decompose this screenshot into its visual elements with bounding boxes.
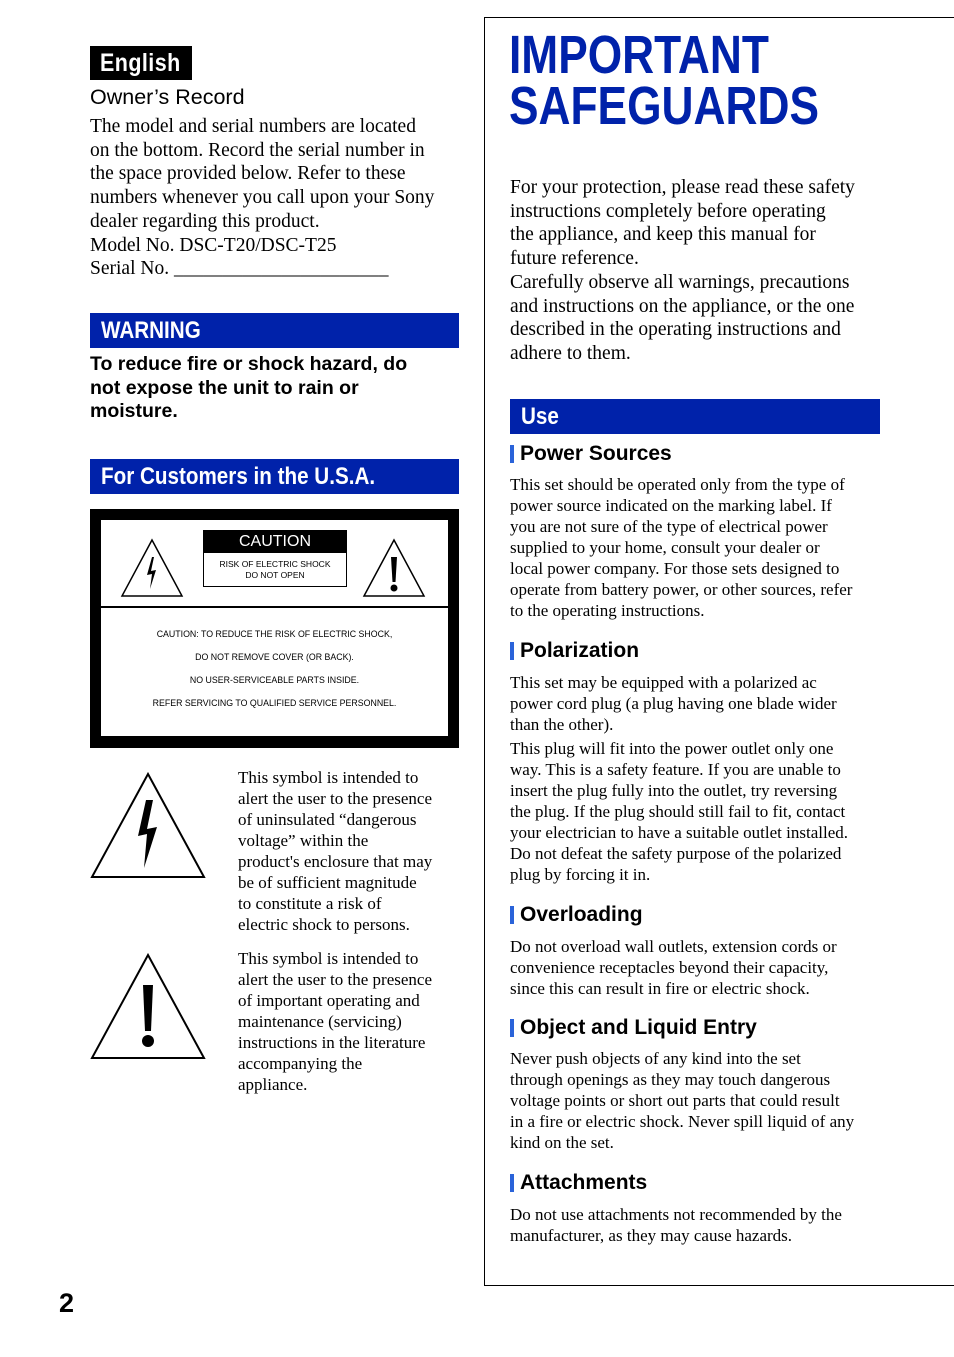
text-line: maintenance (servicing) — [238, 1012, 402, 1031]
text-line: This set should be operated only from the type of — [510, 475, 845, 494]
caution-line: NO USER-SERVICEABLE PARTS INSIDE. — [189, 675, 360, 685]
language-tab: English — [90, 46, 192, 80]
text-line: the plug. If the plug should still fail to fit, contact — [510, 802, 846, 821]
text-line: This symbol is intended to — [238, 949, 419, 968]
text-line: voltage points or short out parts that could result — [510, 1091, 840, 1110]
text-line: Do not overload wall outlets, extension cords or — [510, 937, 837, 956]
text-line: of uninsulated “dangerous — [238, 810, 417, 829]
section-body-power-sources — [510, 474, 882, 621]
text-line: than the other). — [510, 715, 614, 734]
caution-badge — [203, 530, 347, 587]
text-line: This plug will fit into the power outlet only one — [510, 739, 834, 758]
text-line: adhere to them. — [510, 342, 631, 364]
text-line: kind on the set. — [510, 1133, 614, 1152]
caution-line: DO NOT REMOVE COVER (OR BACK). — [195, 652, 354, 662]
title-line: SAFEGUARDS — [509, 76, 819, 136]
caution-line: CAUTION: TO REDUCE THE RISK OF ELECTRIC SHOCK, — [156, 629, 393, 639]
heading-marker — [510, 445, 514, 463]
text-line: described in the operating instructions and — [510, 319, 841, 341]
text-line: on the bottom. Record the serial number in — [90, 139, 425, 161]
section-body-overloading — [510, 936, 882, 999]
exclamation-triangle-icon — [361, 537, 427, 599]
caution-badge-title: CAUTION — [204, 531, 346, 553]
heading-marker — [510, 1019, 514, 1037]
caution-line: REFER SERVICING TO QUALIFIED SERVICE PERSONNEL. — [152, 698, 397, 708]
caution-label-bottom — [101, 608, 448, 736]
heading-marker — [510, 1174, 514, 1192]
page-title — [509, 25, 887, 136]
text-line: Do not defeat the safety purpose of the polarized — [510, 844, 842, 863]
text-line: numbers whenever you call upon your Sony — [90, 187, 435, 209]
section-body-object-liquid-entry — [510, 1048, 882, 1153]
text-line: the appliance, and keep this manual for — [510, 224, 816, 246]
text-line: The model and serial numbers are located — [90, 116, 416, 137]
text-line: to constitute a risk of — [238, 894, 382, 913]
text-line: through openings as they may touch dangerous — [510, 1070, 831, 1089]
text-line: since this can result in fire or electric shock. — [510, 979, 810, 998]
page-number: 2 — [59, 1288, 75, 1318]
text-line: To reduce fire or shock hazard, do — [90, 353, 408, 375]
text-line: operate from battery power, or other sources, refer — [510, 580, 853, 599]
section-heading-object-liquid-entry: Object and Liquid Entry — [510, 1016, 757, 1040]
text-line: power cord plug (a plug having one blade wider — [510, 694, 837, 713]
text-line: Never push objects of any kind into the set — [510, 1049, 801, 1068]
exclamation-triangle-icon — [90, 953, 206, 1060]
caution-label-top — [101, 520, 448, 606]
text-line: manufacturer, as they may cause hazards. — [510, 1226, 793, 1245]
text-line: supplied to your home, consult your dealer or — [510, 538, 820, 557]
text-line: and instructions on the appliance, or the one — [510, 295, 855, 317]
section-heading-attachments: Attachments — [510, 1171, 647, 1195]
lightning-symbol-description — [238, 767, 460, 935]
text-line: For your protection, please read these safety — [510, 177, 855, 198]
text-line: your electrician to have a suitable outlet installed. — [510, 823, 848, 842]
text-line: electric shock to persons. — [238, 915, 410, 934]
section-heading-overloading: Overloading — [510, 903, 643, 927]
text-line: RISK OF ELECTRIC SHOCK — [219, 559, 331, 569]
text-line: accompanying the — [238, 1054, 363, 1073]
exclamation-symbol-description — [238, 948, 460, 1095]
warning-heading: WARNING — [90, 313, 459, 348]
text-line: product's enclosure that may — [238, 852, 433, 871]
text-line: convenience receptacles beyond their capacity, — [510, 958, 829, 977]
text-line: plug by forcing it in. — [510, 865, 651, 884]
section-body-polarization — [510, 672, 882, 885]
section-body-attachments — [510, 1204, 882, 1246]
heading-marker — [510, 642, 514, 660]
text-line: alert the user to the presence — [238, 789, 432, 808]
owners-record-title: Owner’s Record — [90, 85, 245, 109]
text-line: local power company. For those sets designed to — [510, 559, 840, 578]
usa-customers-heading: For Customers in the U.S.A. — [90, 459, 459, 494]
text-line: DO NOT OPEN — [245, 570, 305, 580]
text-line: This set may be equipped with a polarized ac — [510, 673, 817, 692]
text-line: not expose the unit to rain or — [90, 376, 359, 399]
use-heading: Use — [510, 399, 880, 434]
owners-record-body — [90, 115, 462, 281]
section-heading-polarization: Polarization — [510, 639, 639, 663]
text-line: future reference. — [510, 248, 639, 270]
text-line: of important operating and — [238, 991, 420, 1010]
text-line: appliance. — [238, 1075, 308, 1094]
title-line: IMPORTANT — [509, 25, 769, 85]
text-line: dealer regarding this product. — [90, 210, 320, 232]
text-line: voltage” within the — [238, 831, 369, 850]
text-line: instructions completely before operating — [510, 200, 826, 222]
lightning-triangle-icon — [119, 537, 185, 599]
serial-number-field: Serial No. ______________________ — [90, 258, 389, 280]
intro-paragraph — [510, 176, 882, 366]
text-line: insert the plug fully into the outlet, try reversing — [510, 781, 838, 800]
text-line: This symbol is intended to — [238, 768, 419, 787]
caution-badge-subtitle — [204, 553, 346, 581]
text-line: Carefully observe all warnings, precautions — [510, 271, 850, 293]
text-line: be of sufficient magnitude — [238, 873, 417, 892]
caution-label — [90, 509, 459, 748]
heading-marker — [510, 906, 514, 924]
text-line: power source indicated on the marking label. If — [510, 496, 832, 515]
text-line: you are not sure of the type of electrical power — [510, 517, 828, 536]
text-line: to the operating instructions. — [510, 601, 705, 620]
model-number: Model No. DSC-T20/DSC-T25 — [90, 234, 337, 256]
text-line: the space provided below. Refer to these — [90, 163, 406, 185]
text-line: Do not use attachments not recommended by the — [510, 1205, 842, 1224]
lightning-triangle-icon — [90, 772, 206, 879]
text-line: moisture. — [90, 400, 178, 422]
text-line: way. This is a safety feature. If you are unable to — [510, 760, 841, 779]
text-line: alert the user to the presence — [238, 970, 432, 989]
section-heading-power-sources: Power Sources — [510, 442, 672, 466]
warning-text — [90, 353, 460, 424]
text-line: in a fire or electric shock. Never spill liquid of any — [510, 1112, 855, 1131]
text-line: instructions in the literature — [238, 1033, 426, 1052]
